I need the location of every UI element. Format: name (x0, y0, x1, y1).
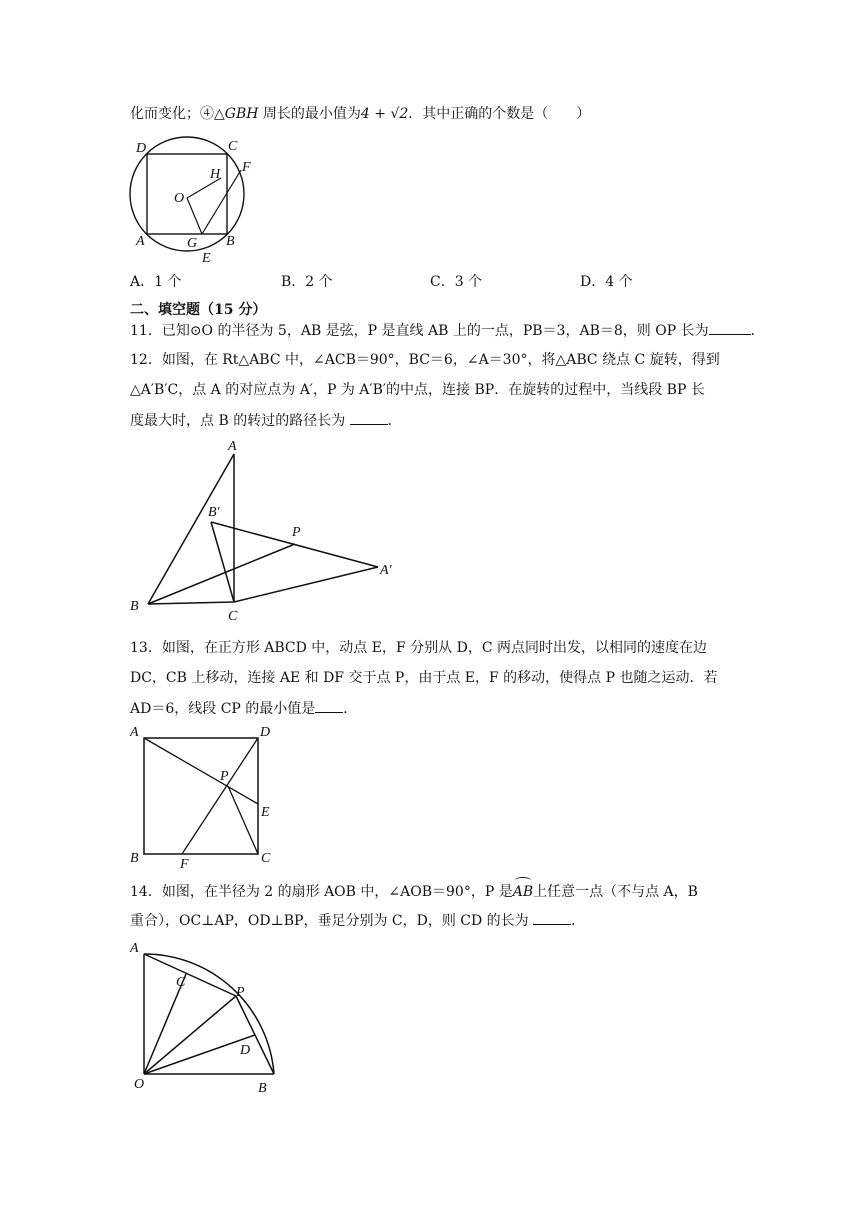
q12-figure (124, 436, 404, 626)
q10-line-og (187, 198, 202, 234)
q10-figure (124, 134, 264, 264)
q12-label-b: B (130, 599, 139, 614)
q14-arc-text: AB (512, 884, 534, 900)
q10-text-b: GBH (224, 106, 259, 122)
q14-label-d: D (240, 1043, 251, 1058)
q13-line3-body: AD＝6，线段 CP 的最小值是 (130, 701, 316, 717)
q10-text (130, 104, 590, 124)
q13-line2: DC，CB 上移动，连接 AE 和 DF 交于点 P，由于点 E，F 的移动，使得点 P 也随之运动．若 (130, 670, 718, 686)
q12-label-p: P (292, 525, 301, 540)
q13-label-p: P (220, 769, 229, 784)
q10-label-f: F (242, 160, 251, 175)
q10-option-d: D．4 个 (580, 274, 633, 290)
q10-label-h: H (210, 167, 221, 182)
q13-label-d: D (260, 725, 271, 740)
q10-label-c: C (228, 139, 238, 154)
q10-label-o: O (174, 191, 185, 206)
q10-option-b: B．2 个 (281, 274, 333, 290)
q14-label-p: P (236, 985, 245, 1000)
q14-arc-ab (144, 954, 274, 1074)
q12-line-bc (148, 602, 234, 604)
q13-line-pc (228, 786, 258, 854)
q13-label-f: F (180, 857, 189, 872)
q10-text-a: 化而变化；④△ (130, 106, 225, 122)
q14-arc (513, 880, 533, 902)
q14-line-ap (144, 954, 236, 996)
q12-line1: 12．如图，在 Rt△ABC 中，∠ACB＝90°，BC＝6，∠A＝30°，将△ABC 绕点 C 旋转，得到 (130, 352, 720, 368)
q11-text-body: 11．已知⊙O 的半径为 5，AB 是弦，P 是直线 AB 上的一点，PB＝3，AB＝8，则 OP 长为 (130, 323, 709, 339)
q10-option-c: C．3 个 (430, 274, 483, 290)
q14-label-o: O (134, 1077, 145, 1092)
q14-line1-b: 上任意一点（不与点 A，B (533, 884, 698, 900)
q13-label-e: E (261, 805, 270, 820)
q10-label-g: G (187, 236, 198, 251)
q12-label-b1: B′ (208, 505, 220, 520)
q11-text: 11．已知⊙O 的半径为 5，AB 是弦，P 是直线 AB 上的一点，PB＝3，AB＝8，则 OP 长为 ． (130, 320, 765, 341)
q14-figure (124, 934, 284, 1096)
q14-arc-mark (515, 877, 531, 884)
q10-formula: 4 + √2 (360, 106, 409, 122)
section-title: 二、填空题（15 分） (130, 302, 267, 318)
q13-line-df (182, 738, 258, 854)
q14-label-b: B (258, 1081, 267, 1096)
q12-label-a: A (228, 439, 237, 454)
q10-square (147, 154, 227, 234)
q13-line3: AD＝6，线段 CP 的最小值是 ． (130, 698, 357, 719)
q14-label-c: C (176, 975, 186, 990)
q13-label-b: B (130, 851, 139, 866)
q14-answer-blank[interactable] (533, 910, 571, 925)
q13-line-ae (144, 738, 258, 804)
q13-figure (124, 722, 284, 872)
q10-label-b: B (226, 234, 235, 249)
q13-label-a: A (130, 725, 139, 740)
q12-label-a1: A′ (380, 563, 392, 578)
q12-line2: △A′B′C，点 A 的对应点为 A′，P 为 A′B′的中点，连接 BP．在旋转的过程中，当线段 BP 长 (130, 382, 705, 398)
q11-answer-blank[interactable] (709, 320, 751, 335)
q14-line1 (130, 880, 698, 902)
q10-option-a: A．1 个 (130, 274, 182, 290)
q12-line-ab (148, 454, 234, 604)
q12-line-ca1 (234, 567, 378, 602)
q14-line-od (144, 1035, 255, 1074)
q12-line-bp (148, 544, 295, 604)
q12-line3-body: 度最大时，点 B 的转过的路径长为 (130, 413, 346, 429)
q10-text-c: 周长的最小值为 (258, 106, 361, 122)
q13-square (144, 738, 258, 854)
q14-line2: 重合），OC⊥AP，OD⊥BP，垂足分别为 C，D，则 CD 的长为 ． (130, 910, 585, 931)
q12-answer-blank[interactable] (350, 410, 388, 425)
q13-line1: 13．如图，在正方形 ABCD 中，动点 E，F 分别从 D，C 两点同时出发，以相同的速度在边 (130, 640, 707, 656)
q10-label-d: D (136, 141, 147, 156)
q14-line1-a: 14．如图，在半径为 2 的扇形 AOB 中，∠AOB＝90°，P 是 (130, 884, 513, 900)
q12-line-b1c (211, 522, 234, 602)
q10-text-e: ．其中正确的个数是（ ） (408, 106, 591, 122)
q12-label-c: C (228, 609, 238, 624)
q14-line-op (144, 996, 236, 1074)
q13-label-c: C (261, 851, 271, 866)
q14-line2-body: 重合），OC⊥AP，OD⊥BP，垂足分别为 C，D，则 CD 的长为 (130, 913, 529, 929)
q12-line3: 度最大时，点 B 的转过的路径长为 ． (130, 410, 402, 431)
q13-answer-blank[interactable] (315, 698, 343, 713)
q14-label-a: A (130, 941, 139, 956)
q10-label-e: E (202, 251, 211, 264)
q10-label-a: A (136, 234, 145, 249)
